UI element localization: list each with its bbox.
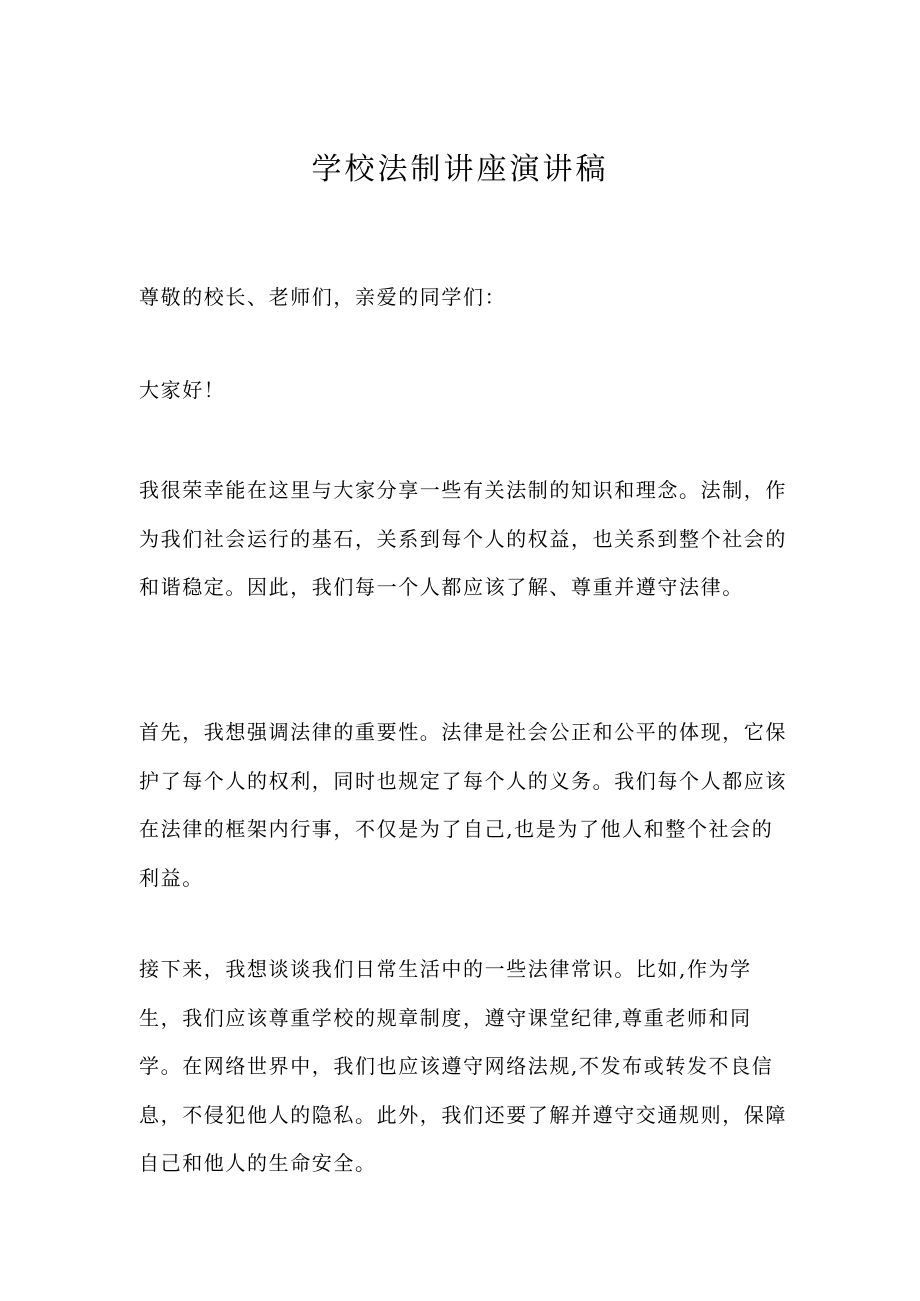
- document-title: 学校法制讲座演讲稿: [311, 152, 609, 187]
- body-paragraph-2: 首先，我想强调法律的重要性。法律是社会公正和公平的体现，它保护了每个人的权利，同时也规定了每个人的义务。我们每个人都应该在法律的框架内行事，不仅是为了自己,也是为了他人和整个社会的利益。: [139, 720, 787, 890]
- body-paragraph-1: 我很荣幸能在这里与大家分享一些有关法制的知识和理念。法制，作为我们社会运行的基石，关系到每个人的权益，也关系到整个社会的和谐稳定。因此，我们每一个人都应该了解、尊重并遵守法律。: [139, 478, 787, 599]
- salutation-line: 尊敬的校长、老师们，亲爱的同学们：: [139, 285, 507, 309]
- greeting-line: 大家好！: [139, 378, 226, 402]
- body-paragraph-3: 接下来，我想谈谈我们日常生活中的一些法律常识。比如,作为学生，我们应该尊重学校的规章制度，遵守课堂纪律,尊重老师和同学。在网络世界中，我们也应该遵守网络法规,不发布或转发不良信息，不侵犯他人的隐私。此外，我们还要了解并遵守交通规则，保障自己和他人的生命安全。: [139, 957, 787, 1175]
